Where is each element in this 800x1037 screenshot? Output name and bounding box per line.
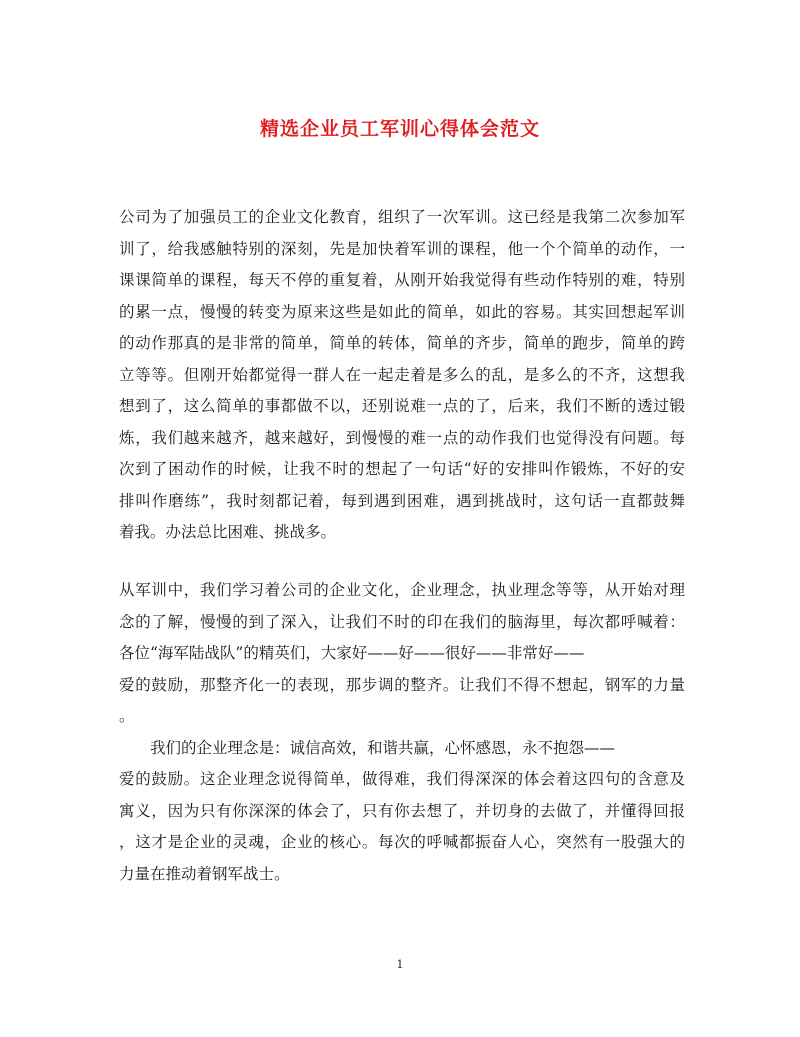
paragraph-1-line: 立等等。但刚开始都觉得一群人在一起走着是多么的乱，是多么的不齐，这想我 [119,365,685,384]
paragraph-1-line: 想到了，这么简单的事都做不以，还别说难一点的了，后来，我们不断的透过锻 [119,397,685,415]
paragraph-1-line: 训了，给我感触特别的深刻，先是加快着军训的课程，他一个个简单的动作，一 [119,239,685,258]
document-title: 精选企业员工军训心得体会范文 [259,118,540,140]
paragraph-2-line: 从军训中，我们学习着公司的企业文化，企业理念，执业理念等等，从开始对理 [119,581,685,599]
paragraph-2-line: 力量在推动着钢军战士。 [119,864,290,883]
paragraph-1-line: 排叫作磨练”，我时刻都记着，每到遇到困难，遇到挑战时，这句话一直都鼓舞 [119,491,685,510]
paragraph-1-line: 炼，我们越来越齐，越来越好，到慢慢的难一点的动作我们也觉得没有问题。每 [119,428,685,447]
page-number: 1 [396,958,404,971]
paragraph-2-line: 各位“海军陆战队”的精英们，大家好——好——很好——非常好—— [119,644,585,662]
paragraph-1-line: 的动作那真的是非常的简单，简单的转体，简单的齐步，简单的跑步，简单的跨 [119,334,685,352]
paragraph-2-line: 寓义，因为只有你深深的体会了，只有你去想了，并切身的去做了，并懂得回报 [119,801,685,820]
paragraph-2-line: ，这才是企业的灵魂，企业的核心。每次的呼喊都振奋人心，突然有一股强大的 [119,833,685,851]
paragraph-1 [119,202,685,549]
paragraph-1-line: 课课简单的课程，每天不停的重复着，从刚开始我觉得有些动作特别的难，特别 [119,271,685,289]
paragraph-1-line: 着我。办法总比困难、挑战多。 [119,523,337,541]
paragraph-2 [119,575,685,890]
paragraph-2-line: 爱的鼓励，那整齐化一的表现，那步调的整齐。让我们不得不想起，钢军的力量 [119,675,685,694]
paragraph-1-line: 公司为了加强员工的企业文化教育，组织了一次军训。这已经是我第二次参加军 [119,208,685,226]
paragraph-2-line: 。 [119,707,135,725]
paragraph-2-line: 念的了解，慢慢的到了深入，让我们不时的印在我们的脑海里，每次都呼喊着： [119,612,685,631]
paragraph-2-line: 爱的鼓励。这企业理念说得简单，做得难，我们得深深的体会着这四句的含意及 [119,770,685,788]
paragraph-1-line: 的累一点，慢慢的转变为原来这些是如此的简单，如此的容易。其实回想起军训 [119,302,685,321]
paragraph-2-line: 我们的企业理念是：诚信高效，和谐共赢，心怀感恩，永不抱怨—— [119,738,616,757]
paragraph-1-line: 次到了困动作的时候，让我不时的想起了一句话“好的安排叫作锻炼，不好的安 [119,460,685,478]
